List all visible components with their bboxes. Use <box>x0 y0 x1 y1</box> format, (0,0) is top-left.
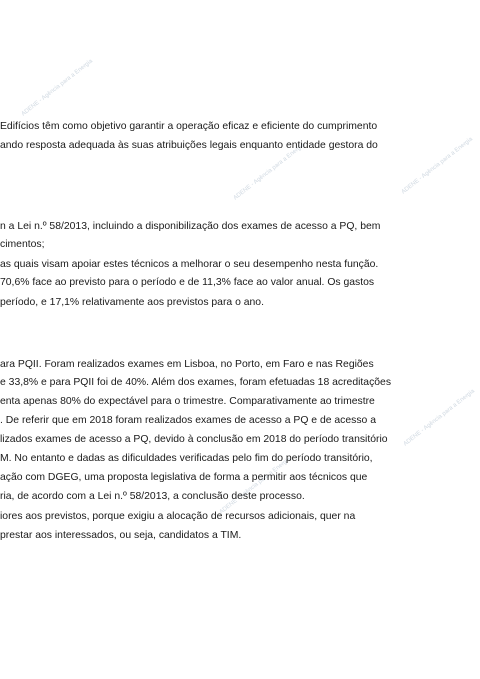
watermark-text: ADENE - Agência para a Energia <box>402 388 476 448</box>
text-line: 70,6% face ao previsto para o período e de 11,3% face ao valor anual. Os gastos <box>0 277 375 288</box>
watermark-text: ADENE - Agência para a Energia <box>400 136 474 196</box>
watermark-text: ADENE - Agência para a Energia <box>232 142 306 202</box>
text-line: enta apenas 80% do expectável para o trimestre. Comparativamente ao trimestre <box>0 396 375 407</box>
watermark-text: ADENE - Agência para a Energia <box>20 58 94 118</box>
text-line: as quais visam apoiar estes técnicos a melhorar o seu desempenho nesta função. <box>0 259 379 270</box>
text-line: ria, de acordo com a Lei n.º 58/2013, a conclusão deste processo. <box>0 491 305 502</box>
watermark-text: ADENE - Agência para a Energia <box>218 456 292 516</box>
text-line: período, e 17,1% relativamente aos previstos para o ano. <box>0 297 264 308</box>
text-line: lizados exames de acesso a PQ, devido à conclusão em 2018 do período transitório <box>0 434 388 445</box>
text-line: cimentos; <box>0 239 45 250</box>
text-line: prestar aos interessados, ou seja, candidatos a TIM. <box>0 530 242 541</box>
text-line: ara PQII. Foram realizados exames em Lisboa, no Porto, em Faro e nas Regiões <box>0 359 374 370</box>
text-line: iores aos previstos, porque exigiu a alocação de recursos adicionais, quer na <box>0 511 356 522</box>
text-line: ação com DGEG, uma proposta legislativa de forma a permitir aos técnicos que <box>0 472 368 483</box>
text-line: M. No entanto e dadas as dificuldades verificadas pelo fim do período transitório, <box>0 453 373 464</box>
text-line: . De referir que em 2018 foram realizados exames de acesso a PQ e de acesso a <box>0 415 376 426</box>
text-line: n a Lei n.º 58/2013, incluindo a disponibilização dos exames de acesso a PQ, bem <box>0 221 381 232</box>
text-line: Edifícios têm como objetivo garantir a operação eficaz e eficiente do cumprimento <box>0 121 378 132</box>
text-line: e 33,8% e para PQII foi de 40%. Além dos exames, foram efetuadas 18 acreditações <box>0 377 392 388</box>
text-line: ando resposta adequada às suas atribuições legais enquanto entidade gestora do <box>0 140 378 151</box>
